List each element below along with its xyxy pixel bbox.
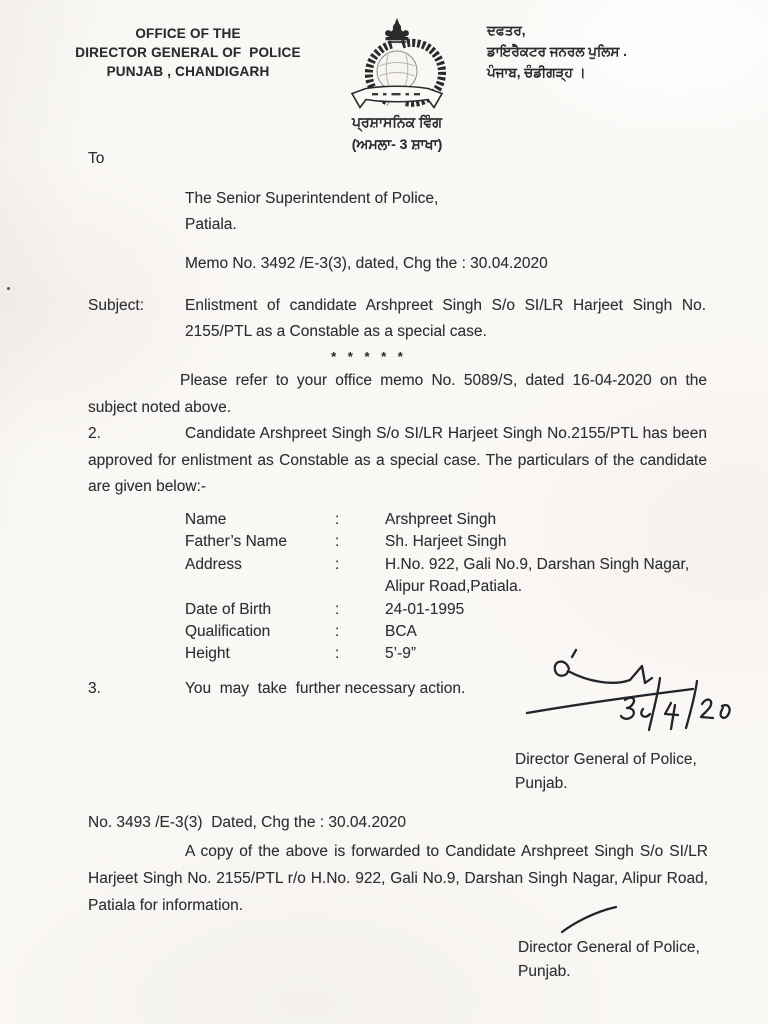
particular-label: Height — [185, 645, 230, 663]
signatory-title: Punjab. — [518, 963, 571, 980]
particular-value: 5’-9” — [385, 645, 417, 663]
particular-label: Qualification — [185, 623, 271, 641]
copy-forwarded-paragraph: A copy of the above is forwarded to Candidate Arshpreet Singh S/o SI/LR Harjeet Singh No. 2155/PTL r/o H.No. 922, Gali No.9, Darshan Singh Nagar, Alipur Road, Patiala for information. — [88, 843, 708, 914]
admin-wing-caption — [318, 111, 476, 155]
particular-colon: : — [335, 511, 340, 528]
signatory-title: Director General of Police, — [518, 939, 700, 956]
particular-colon: : — [335, 600, 340, 618]
particular-label: Address — [185, 555, 242, 573]
addressee-line: The Senior Superintendent of Police, — [185, 190, 439, 207]
office-address-block — [64, 24, 312, 81]
punjabi-office-block — [487, 20, 627, 83]
office-line: OFFICE OF THE — [135, 26, 241, 41]
office-line: PUNJAB , CHANDIGARH — [106, 64, 270, 79]
particular-value: H.No. 922, Gali No.9, Darshan Singh Nagar, Alipur Road,Patiala. — [385, 555, 690, 596]
paragraph-text: Candidate Arshpreet Singh S/o SI/LR Harjeet Singh No.2155/PTL has been approved for enlistment as Constable as a special case. The particulars of the candidate are given below:- — [88, 425, 707, 495]
punjabi-office-line: ਦਫਤਰ, — [487, 23, 526, 38]
salutation: To — [88, 150, 105, 167]
particular-label: Name — [185, 511, 227, 528]
paragraph-2 — [88, 421, 707, 501]
particular-value: 24-01-1995 — [385, 600, 465, 618]
dgp-signature-1 — [525, 648, 737, 748]
particular-colon: : — [335, 623, 340, 641]
paragraph-text: You may take further necessary action. — [185, 680, 466, 697]
addressee-line: Patiala. — [185, 216, 237, 233]
signatory-block-2 — [518, 936, 700, 984]
scan-speck — [7, 287, 10, 290]
dgp-signature-2 — [558, 903, 620, 937]
signatory-title: Director General of Police, — [515, 751, 697, 768]
branch-line: (ਅਮਲਾ- 3 ਸ਼ਾਖਾ) — [351, 136, 443, 152]
paragraph-number: 2. — [88, 425, 101, 442]
subject-row — [88, 293, 706, 345]
paragraph-number: 3. — [88, 680, 101, 697]
particulars-row — [185, 554, 718, 599]
particular-value: BCA — [385, 623, 417, 641]
particulars-row — [185, 531, 718, 553]
particulars-row — [185, 621, 718, 643]
particular-value: Arshpreet Singh — [385, 511, 497, 528]
signatory-title: Punjab. — [515, 775, 568, 792]
signatory-block-1 — [515, 748, 697, 796]
subject-text: Enlistment of candidate Arshpreet Singh S/o SI/LR Harjeet Singh No. 2155/PTL as a Constable as a special case. — [185, 297, 706, 340]
office-line: DIRECTOR GENERAL OF POLICE — [75, 45, 301, 60]
star-separator: * * * * * — [331, 349, 407, 364]
punjab-police-emblem-icon — [339, 16, 455, 112]
particular-colon: : — [335, 555, 340, 573]
particular-colon: : — [335, 533, 340, 551]
punjabi-office-line: ਡਾਇਰੈਕਟਰ ਜਨਰਲ ਪੁਲਿਸ . — [487, 44, 627, 59]
addressee-block — [185, 186, 438, 238]
subject-label: Subject: — [88, 297, 145, 314]
intro-paragraph: Please refer to your office memo No. 5089/S, dated 16-04-2020 on the subject noted above. — [88, 372, 707, 416]
particulars-row — [185, 599, 718, 621]
particular-value: Sh. Harjeet Singh — [385, 533, 507, 551]
particulars-table — [185, 509, 718, 666]
particular-label: Father’s Name — [185, 533, 287, 551]
memo-number-line: Memo No. 3492 /E-3(3), dated, Chg the : 30.04.2020 — [185, 255, 548, 272]
particular-label: Date of Birth — [185, 600, 272, 618]
particulars-row — [185, 509, 718, 531]
wing-line: ਪ੍ਰਸ਼ਾਸਨਿਕ ਵਿੰਗ — [351, 114, 443, 130]
punjabi-office-line: ਪੰਜਾਬ, ਚੰਡੀਗੜ੍ਹ । — [487, 65, 586, 80]
endorsement-number-line: No. 3493 /E-3(3) Dated, Chg the : 30.04.2020 — [88, 814, 406, 831]
particular-colon: : — [335, 645, 340, 663]
